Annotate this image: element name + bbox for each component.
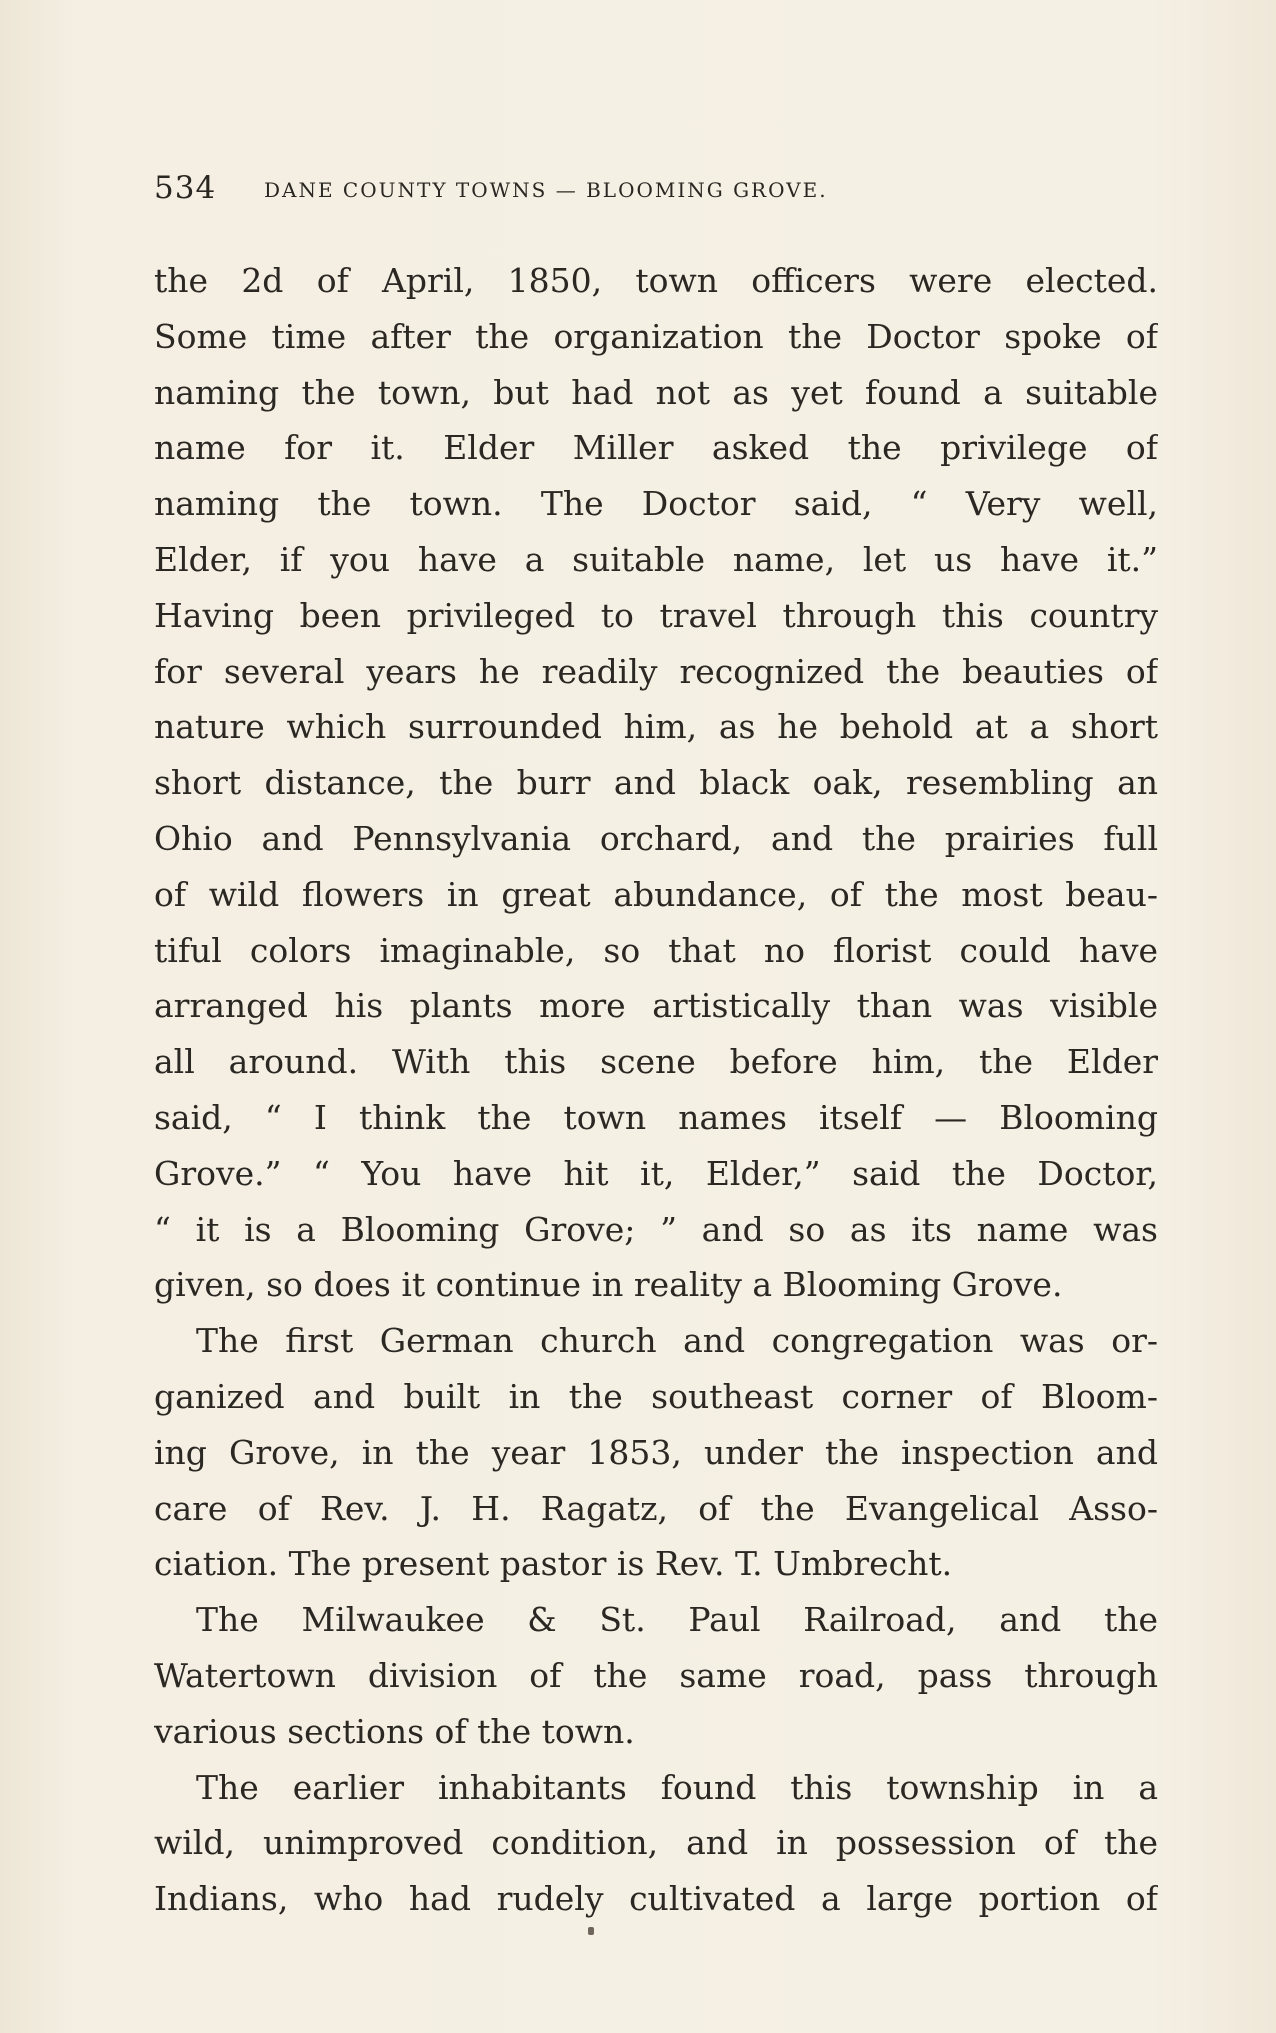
text-line: Grove.” “ You have hit it, Elder,” said the Doctor, — [154, 1153, 1158, 1193]
text-line: ganized and built in the southeast corner of Bloom- — [154, 1376, 1158, 1416]
printer-mark — [588, 1927, 594, 1935]
text-line: nature which surrounded him, as he behold at a short — [154, 707, 1158, 747]
text-line: name for it. Elder Miller asked the privilege of — [154, 428, 1158, 468]
text-line: Elder, if you have a suitable name, let us have it.” — [154, 539, 1158, 579]
body-text — [154, 253, 1158, 1927]
text-line: tiful colors imaginable, so that no florist could have — [154, 930, 1158, 970]
text-line: wild, unimproved condition, and in possession of the — [154, 1823, 1158, 1863]
text-line: Indians, who had rudely cultivated a large portion of — [154, 1879, 1158, 1919]
text-line: arranged his plants more artistically than was visible — [154, 986, 1158, 1026]
text-line: The Milwaukee & St. Paul Railroad, and the — [196, 1600, 1158, 1640]
text-line: ciation. The present pastor is Rev. T. Umbrecht. — [154, 1544, 953, 1584]
text-line: “ it is a Blooming Grove; ” and so as its name was — [154, 1209, 1158, 1249]
text-line: Ohio and Pennsylvania orchard, and the prairies full — [154, 818, 1158, 858]
text-line: naming the town. The Doctor said, “ Very well, — [154, 484, 1158, 524]
text-line: ing Grove, in the year 1853, under the inspection and — [154, 1432, 1158, 1472]
text-line: care of Rev. J. H. Ragatz, of the Evangelical Asso- — [154, 1488, 1158, 1528]
text-line: Watertown division of the same road, pass through — [154, 1655, 1158, 1695]
text-line: of wild flowers in great abundance, of the most beau- — [154, 874, 1158, 914]
running-head: DANE COUNTY TOWNS — BLOOMING GROVE. — [264, 178, 828, 202]
text-line: The earlier inhabitants found this township in a — [196, 1767, 1158, 1807]
text-line: short distance, the burr and black oak, resembling an — [154, 763, 1158, 803]
text-line: the 2d of April, 1850, town officers were elected. — [154, 261, 1158, 300]
text-line: The first German church and congregation was or- — [196, 1321, 1158, 1361]
text-line: for several years he readily recognized the beauties of — [154, 651, 1158, 691]
page-number: 534 — [154, 170, 217, 206]
text-line: various sections of the town. — [154, 1711, 635, 1751]
page-header — [154, 168, 1154, 218]
text-line: naming the town, but had not as yet found a suitable — [154, 372, 1158, 412]
text-line: said, “ I think the town names itself — Blooming — [154, 1097, 1158, 1137]
text-line: all around. With this scene before him, the Elder — [154, 1042, 1158, 1082]
text-line: given, so does it continue in reality a Blooming Grove. — [154, 1265, 1063, 1305]
text-line: Having been privileged to travel through this country — [154, 595, 1158, 635]
text-line: Some time after the organization the Doctor spoke of — [154, 316, 1158, 356]
